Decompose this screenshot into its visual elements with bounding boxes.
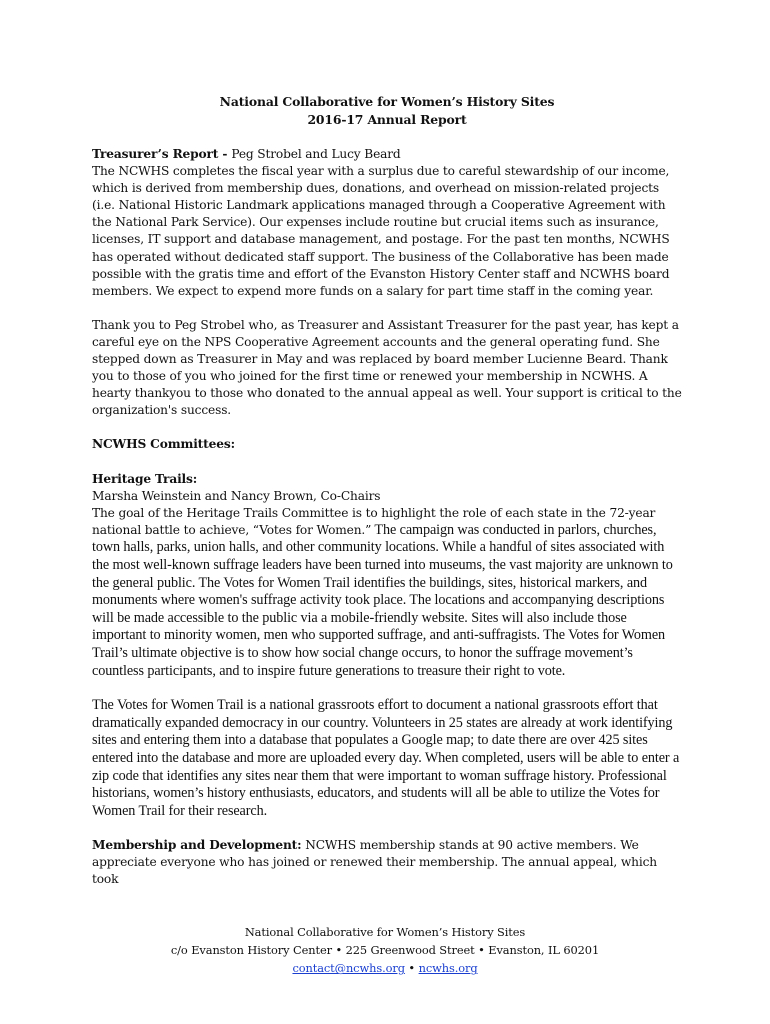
membership-text: NCWHS membership stands at 90 active members. We appreciate everyone who has joined or renewed their membership. The annual appeal, which took <box>92 838 657 887</box>
heritage-trails-chairs: Marsha Weinstein and Nancy Brown, Co-Chairs <box>92 488 381 503</box>
footer-address: c/o Evanston History Center • 225 Greenwood Street • Evanston, IL 60201 <box>170 943 600 958</box>
heritage-trails-heading: Heritage Trails: <box>92 471 198 486</box>
footer-links <box>0 959 770 977</box>
membership-heading: Membership and Development: <box>92 838 302 853</box>
org-title: National Collaborative for Women’s History Sites <box>219 94 555 109</box>
committees-heading: NCWHS Committees: <box>92 437 235 452</box>
heritage-trails-paragraph-2: The Votes for Women Trail is a national grassroots effort to document a national grassroots effort that dramatically expanded democracy in our country. Volunteers in 25 states are already at work identifying sites and entering them into a database that populates a Google map; to date there are over 425 sites entered into the database and more are uploaded every day. When completed, users will be able to enter a zip code that identifies any sites near them that were important to woman suffrage history. Professional historians, women’s history enthusiasts, educators, and students will all be able to utilize the Votes for Women Trail for their research. <box>92 697 680 819</box>
treasurer-paragraph-1: The NCWHS completes the fiscal year with a surplus due to careful stewardship of our income, which is derived from membership dues, donations, and overhead on mission-related projects (i.e. National Historic Landmark applications managed through a Cooperative Agreement with the National Park Service). Our expenses include routine but crucial items such as insurance, licenses, IT support and database management, and postage. For the past ten months, NCWHS has operated without dedicated staff support. The business of the Collaborative has been made possible with the gratis time and effort of the Evanston History Center staff and NCWHS board members. We expect to expend more funds on a salary for part time staff in the coming year. <box>92 164 670 298</box>
treasurer-report-line <box>92 146 682 163</box>
treasurer-authors: Peg Strobel and Lucy Beard <box>231 147 401 161</box>
report-body <box>92 93 682 889</box>
heritage-trails-campaign-text: The campaign was conducted in parlors, churches, town halls, parks, union halls, and other community locations. While a handful of sites associated with the most well-known suffrage leaders have been turned into museums, the vast majority are unknown to the general public. The Votes for Women Trail identifies the buildings, sites, historical markers, and monuments where women's suffrage activity took place. The locations and accompanying descriptions will be made accessible to the public via a mobile-friendly website. Sites will also include those important to minority women, men who supported suffrage, and anti-suffragists. The Votes for Women Trail’s ultimate objective is to show how social change occurs, to honor the suffrage movement’s countless participants, and to inspire future generations to treasure their right to vote. <box>92 521 673 679</box>
heritage-trails-intro: The goal of the Heritage Trails Committee is to highlight the role of each state in the 72-year national battle to achieve, “Votes for Women.” <box>92 505 656 537</box>
footer-website-link[interactable]: ncwhs.org <box>418 961 478 976</box>
page-footer <box>0 923 770 978</box>
footer-separator: • <box>404 961 419 976</box>
membership-paragraph <box>92 837 682 888</box>
footer-email-link[interactable]: contact@ncwhs.org <box>292 961 405 976</box>
treasurer-paragraph-2: Thank you to Peg Strobel who, as Treasurer and Assistant Treasurer for the past year, has kept a careful eye on the NPS Cooperative Agreement accounts and the general operating fund. She stepped down as Treasurer in May and was replaced by board member Lucienne Beard. Thank you to those of you who joined for the first time or renewed your membership in NCWHS. A hearty thankyou to those who donated to the annual appeal as well. Your support is critical to the organization's success. <box>92 317 682 418</box>
footer-org: National Collaborative for Women’s History Sites <box>244 925 526 939</box>
heritage-trails-paragraph-1 <box>92 505 682 680</box>
report-title: 2016-17 Annual Report <box>307 111 467 127</box>
treasurer-heading: Treasurer’s Report - <box>92 147 232 161</box>
